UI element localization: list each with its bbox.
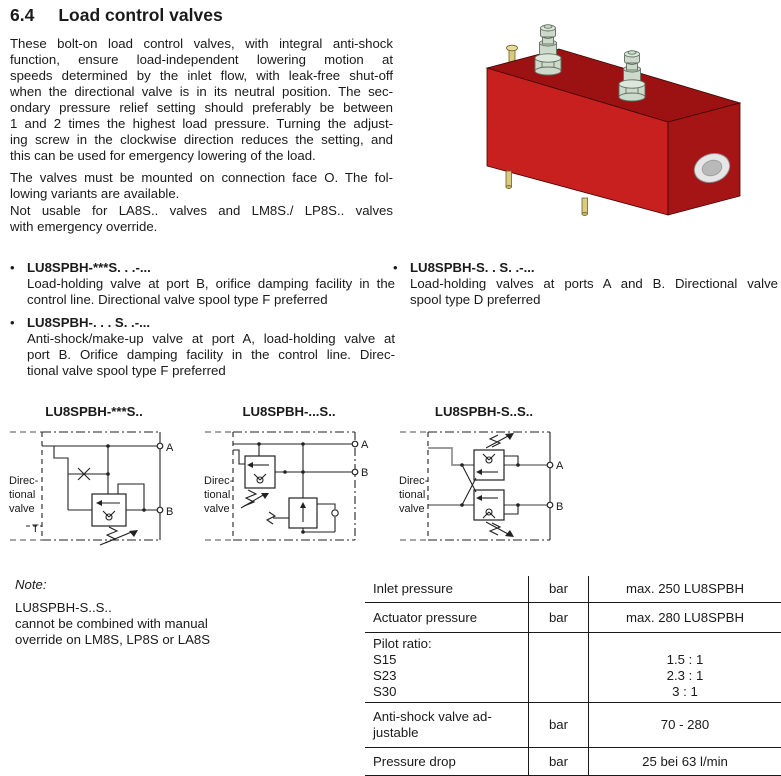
spec-table [365, 576, 781, 776]
port-b-connector [157, 507, 163, 513]
variant-description: Load-holding valve at port B, orifice damping facility in the control line. Directional valve spool type F preferred [27, 276, 395, 307]
variant-code: LU8SPBH-S. . S. .-... [410, 260, 535, 275]
unit-cell: bar [528, 703, 588, 747]
table-row [365, 748, 781, 776]
intro-paragraph-3: Not usable for LA8S.. valves and LM8S./ LP8S.. valves with emergency override. [10, 203, 393, 234]
bullet-icon: • [393, 260, 398, 275]
unit-cell: bar [528, 748, 588, 775]
section-heading [10, 5, 223, 26]
variant-list-left [10, 260, 395, 386]
value-cell: max. 250 LU8SPBH [588, 576, 781, 602]
unit-cell: bar [528, 603, 588, 632]
tank-label: T [32, 523, 39, 535]
variant-item [10, 315, 395, 379]
table-row [365, 703, 781, 748]
bullet-icon: • [10, 260, 15, 275]
port-b-connector [352, 469, 358, 475]
directional-valve-label: tional [9, 489, 36, 501]
note-label: Note: [15, 577, 47, 592]
diagram-title: LU8SPBH-...S.. [242, 404, 336, 419]
port-b-connector [547, 502, 553, 508]
param-cell: Pilot ratio: S15 S23 S30 [373, 635, 432, 699]
port-a-connector [547, 462, 553, 468]
param-cell: Actuator pressure [373, 609, 478, 625]
value-cell: max. 280 LU8SPBH [588, 603, 781, 632]
port-a-label: A [166, 442, 174, 454]
directional-valve-label: valve [399, 503, 425, 515]
param-cell: Anti-shock valve ad- justable [373, 709, 492, 740]
diagram-title: LU8SPBH-***S.. [45, 404, 143, 419]
directional-valve-label: tional [204, 489, 231, 501]
variant-item [10, 260, 395, 308]
directional-valve-label: valve [9, 503, 35, 515]
valve-3d-image [440, 8, 780, 243]
bullet-icon: • [10, 315, 15, 330]
intro-paragraph-1: These bolt-on load control valves, with integral anti-shock function, ensure load-independent lowering motion at speeds determined by the inlet flow, with leak-free shut-off when the directional valve is in its neutral position. The sec- ondary pressure relief setting should preferably be between 1 and 2 times the highest load pressure. Turning the adjust- ing screw in the clockwise direction reduces the setting, and this can be used for emergency lowering of the load. [10, 36, 393, 163]
variant-code: LU8SPBH-***S. . .-... [27, 260, 151, 275]
value-cell: 25 bei 63 l/min [588, 748, 781, 775]
diagram-title: LU8SPBH-S..S.. [434, 404, 534, 419]
port-b-label: B [166, 506, 174, 518]
port-a-label: A [361, 439, 369, 451]
variant-description: Anti-shock/make-up valve at port A, load-holding valve at port B. Orifice damping facility in the control line. Direc- tional valve spool type F preferred [27, 331, 395, 378]
directional-valve-label: Direc- [9, 475, 39, 487]
section-title: Load control valves [58, 5, 223, 25]
table-row [365, 633, 781, 703]
circuit-diagram-2 [203, 404, 375, 549]
port-a-label: A [556, 460, 564, 472]
param-cell: Pressure drop [373, 753, 456, 769]
value-cell: 70 - 280 [588, 703, 781, 747]
directional-valve-label: tional [399, 489, 426, 501]
note-block [15, 577, 210, 648]
brass-pin [506, 171, 512, 189]
note-text: LU8SPBH-S..S.. cannot be combined with manual override on LM8S, LP8S or LA8S [15, 600, 210, 647]
port-b-label: B [361, 467, 369, 479]
table-row [365, 576, 781, 603]
section-number: 6.4 [10, 5, 35, 25]
unit-cell: bar [528, 576, 588, 602]
directional-valve-label: valve [204, 503, 230, 515]
port-b-label: B [556, 501, 564, 513]
param-cell: Inlet pressure [373, 581, 453, 596]
variant-code: LU8SPBH-. . . S. .-... [27, 315, 151, 330]
directional-valve-label: Direc- [399, 475, 429, 487]
variant-description: Load-holding valves at ports A and B. Directional valve spool type D preferred [410, 276, 778, 307]
variant-item [393, 260, 778, 308]
unit-cell [528, 633, 588, 702]
brass-pin [582, 198, 588, 216]
intro-paragraph-2: The valves must be mounted on connection face O. The fol- lowing variants are available. [10, 170, 393, 201]
circuit-diagram-3 [398, 404, 570, 549]
table-row [365, 603, 781, 633]
circuit-diagram-1 [8, 404, 180, 549]
variant-list-right [393, 260, 778, 315]
directional-valve-label: Direc- [204, 475, 234, 487]
port-a-connector [352, 441, 358, 447]
port-a-connector [157, 443, 163, 449]
value-cell: 1.5 : 1 2.3 : 1 3 : 1 [588, 633, 781, 702]
